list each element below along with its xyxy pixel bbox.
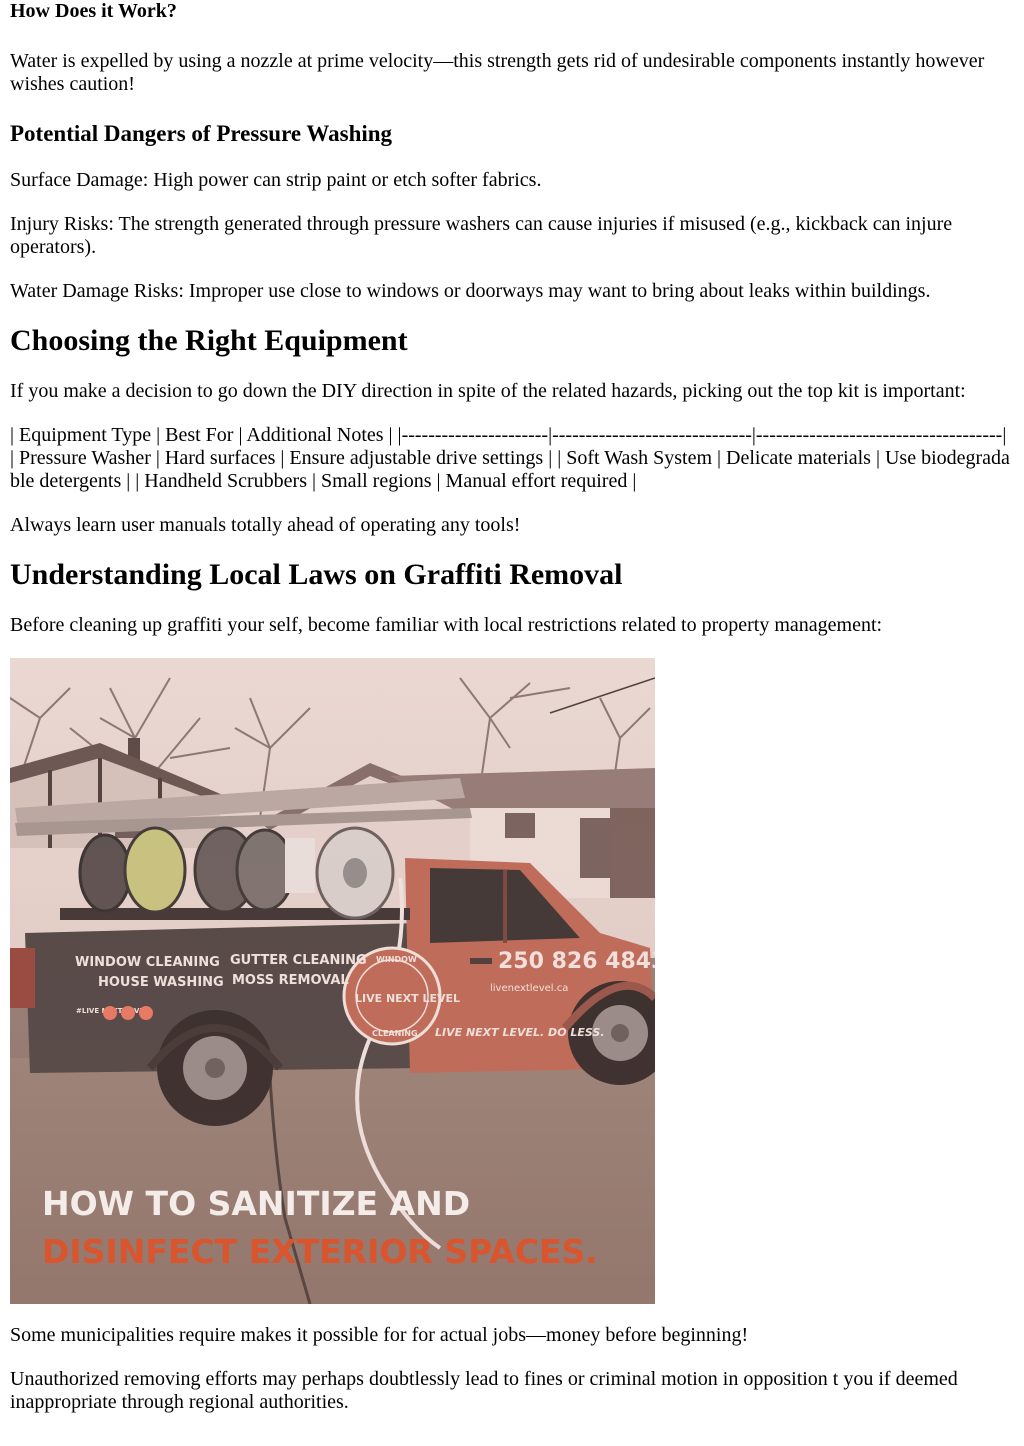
article: [10, 0, 1014, 1414]
paragraph-danger-water: Water Damage Risks: Improper use close to windows or doorways may want to bring about leaks within buildings.: [10, 280, 931, 302]
section-heading-equipment: Choosing the Right Equipment: [10, 324, 408, 357]
truck-photo-svg: [10, 658, 655, 1304]
paragraph-equipment-intro: If you make a decision to go down the DIY direction in spite of the related hazards, picking out the top kit is important:: [10, 380, 966, 402]
paragraph-laws-permits: Some municipalities require makes it possible for for actual jobs—money before beginning!: [10, 1324, 749, 1346]
paragraph-equipment-note: Always learn user manuals totally ahead of operating any tools!: [10, 514, 521, 536]
caption-line-1: HOW TO SANITIZE AND: [42, 1184, 471, 1223]
equipment-table-text: | Equipment Type | Best For | Additional Notes | |----------------------|------------------------------|-------------------------------------| | Pressure Washer | Hard surfaces | Ensure adjustable drive settings | | Soft Wash System | Delicate materials | Use biodegradable detergents | | Handheld Scrubbers | Small regions | Manual effort required |: [10, 424, 1010, 492]
truck-photo: [10, 658, 655, 1304]
caption-line-2: DISINFECT EXTERIOR SPACES.: [42, 1232, 598, 1271]
section-heading-dangers: Potential Dangers of Pressure Washing: [10, 121, 393, 146]
paragraph-danger-injury: Injury Risks: The strength generated through pressure washers can cause injuries if misused (e.g., kickback can injure operators).: [10, 213, 953, 258]
paragraph-danger-surface: Surface Damage: High power can strip paint or etch softer fabrics.: [10, 169, 542, 191]
paragraph-laws-penalties: Unauthorized removing efforts may perhaps doubtlessly lead to fines or criminal motion in opposition t you if deemed inappropriate through regional authorities.: [10, 1368, 958, 1413]
paragraph-laws-intro: Before cleaning up graffiti your self, become familiar with local restrictions related to property management:: [10, 614, 883, 636]
section-heading-laws: Understanding Local Laws on Graffiti Removal: [10, 558, 623, 591]
paragraph-how: Water is expelled by using a nozzle at prime velocity—this strength gets rid of undesirable components instantly however wishes caution!: [10, 50, 985, 95]
section-heading-how: How Does it Work?: [10, 0, 177, 22]
